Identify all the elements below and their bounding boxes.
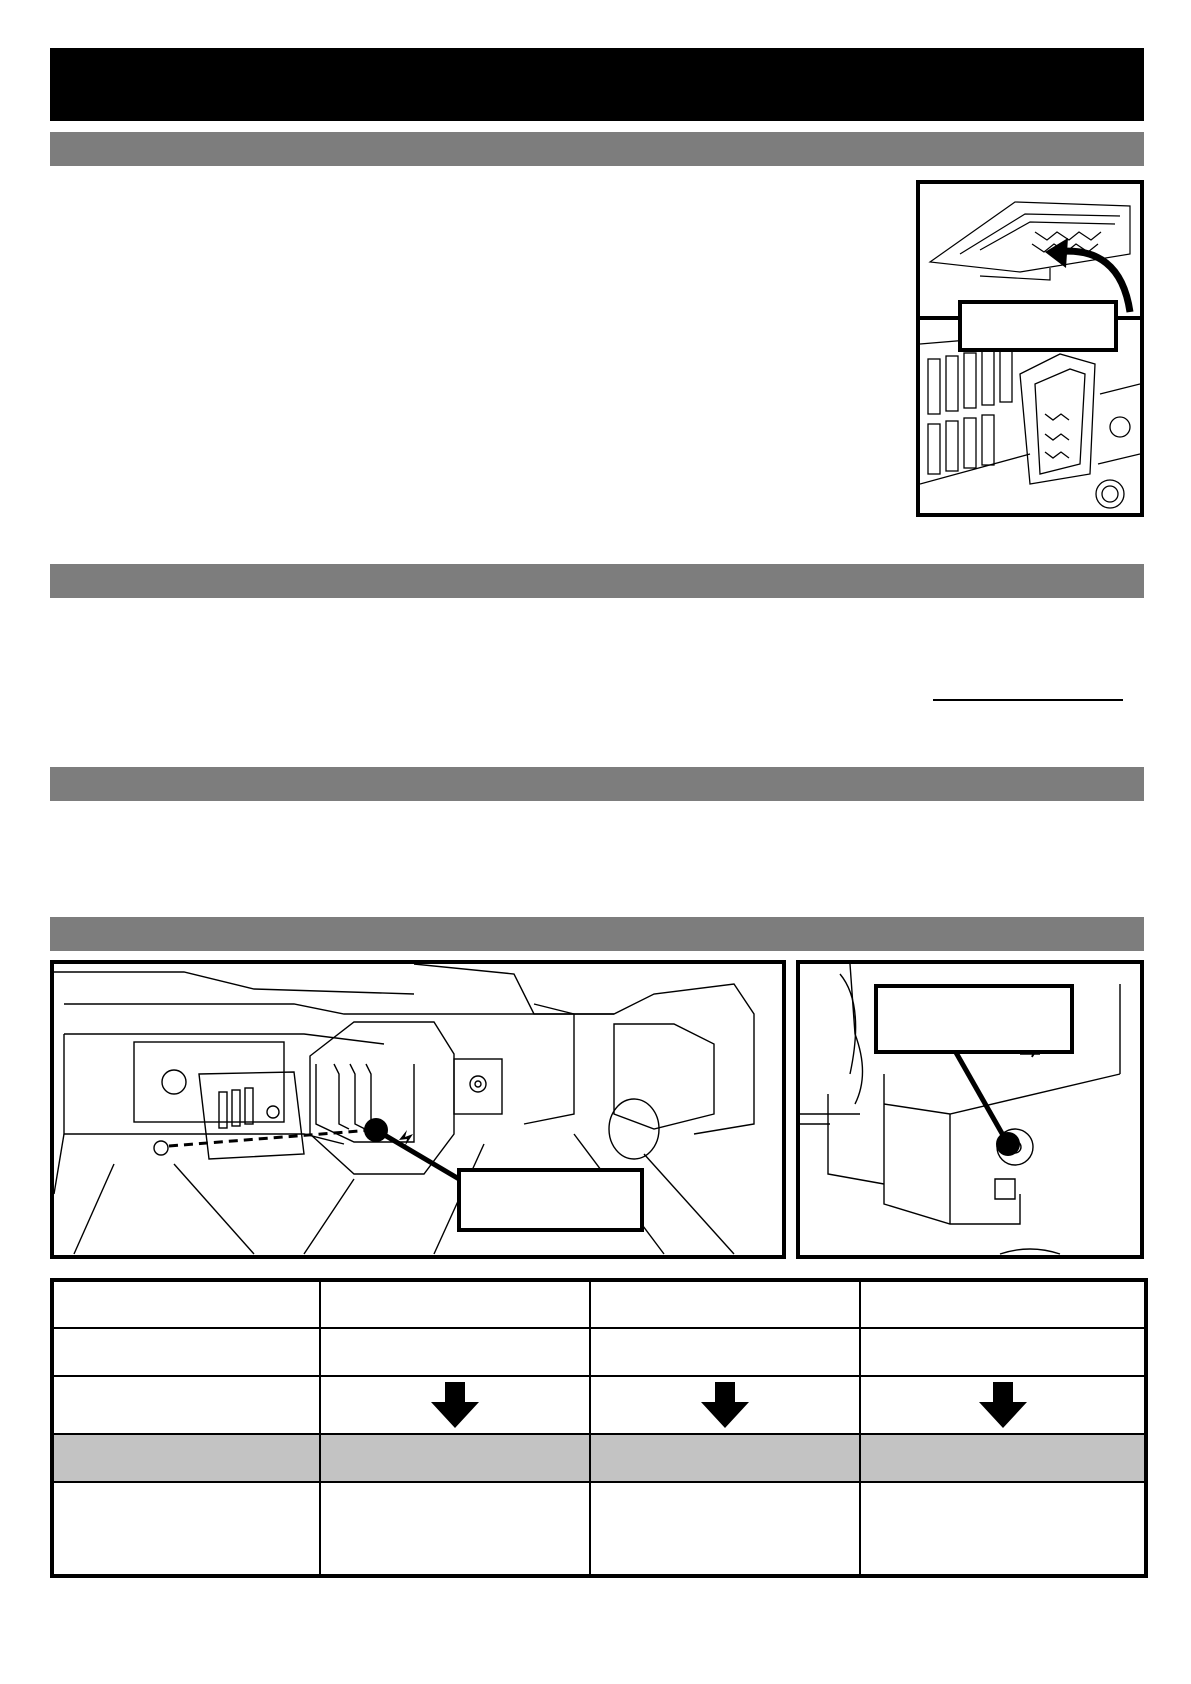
- table-cell: [590, 1328, 860, 1376]
- table-cell: [590, 1434, 860, 1482]
- table-cell: [52, 1434, 320, 1482]
- table-cell: [320, 1482, 590, 1576]
- section-bar-1: [50, 132, 1144, 166]
- reset-button-illustration: [796, 960, 1144, 1259]
- battery-compartment-illustration: [50, 960, 786, 1259]
- callout-box: [958, 300, 1118, 352]
- table-cell: [860, 1280, 1146, 1328]
- table-cell: [52, 1482, 320, 1576]
- troubleshooting-table: [50, 1278, 1148, 1578]
- table-cell: [52, 1328, 320, 1376]
- table-cell: [52, 1376, 320, 1434]
- table-cell: [590, 1376, 860, 1434]
- underline-rule: [933, 699, 1123, 701]
- battery-compartment-drawing: [54, 964, 782, 1255]
- table-cell: [320, 1328, 590, 1376]
- callout-box: [457, 1168, 644, 1232]
- arrow-down-icon: [431, 1382, 479, 1428]
- table-cell: [590, 1482, 860, 1576]
- table-cell: [320, 1376, 590, 1434]
- table-cell: [320, 1434, 590, 1482]
- table-cell: [860, 1434, 1146, 1482]
- callout-box: [874, 984, 1074, 1054]
- section-bar-3: [50, 767, 1144, 801]
- table-cell: [860, 1482, 1146, 1576]
- section-bar-2: [50, 564, 1144, 598]
- header-bar: [50, 48, 1144, 121]
- table-cell: [590, 1280, 860, 1328]
- arrow-down-icon: [701, 1382, 749, 1428]
- arrow-down-icon: [979, 1382, 1027, 1428]
- table-cell: [860, 1376, 1146, 1434]
- grease-tray-illustration: [916, 180, 1144, 517]
- table-cell: [860, 1328, 1146, 1376]
- table-cell: [52, 1280, 320, 1328]
- table-cell: [320, 1280, 590, 1328]
- section-bar-4: [50, 917, 1144, 951]
